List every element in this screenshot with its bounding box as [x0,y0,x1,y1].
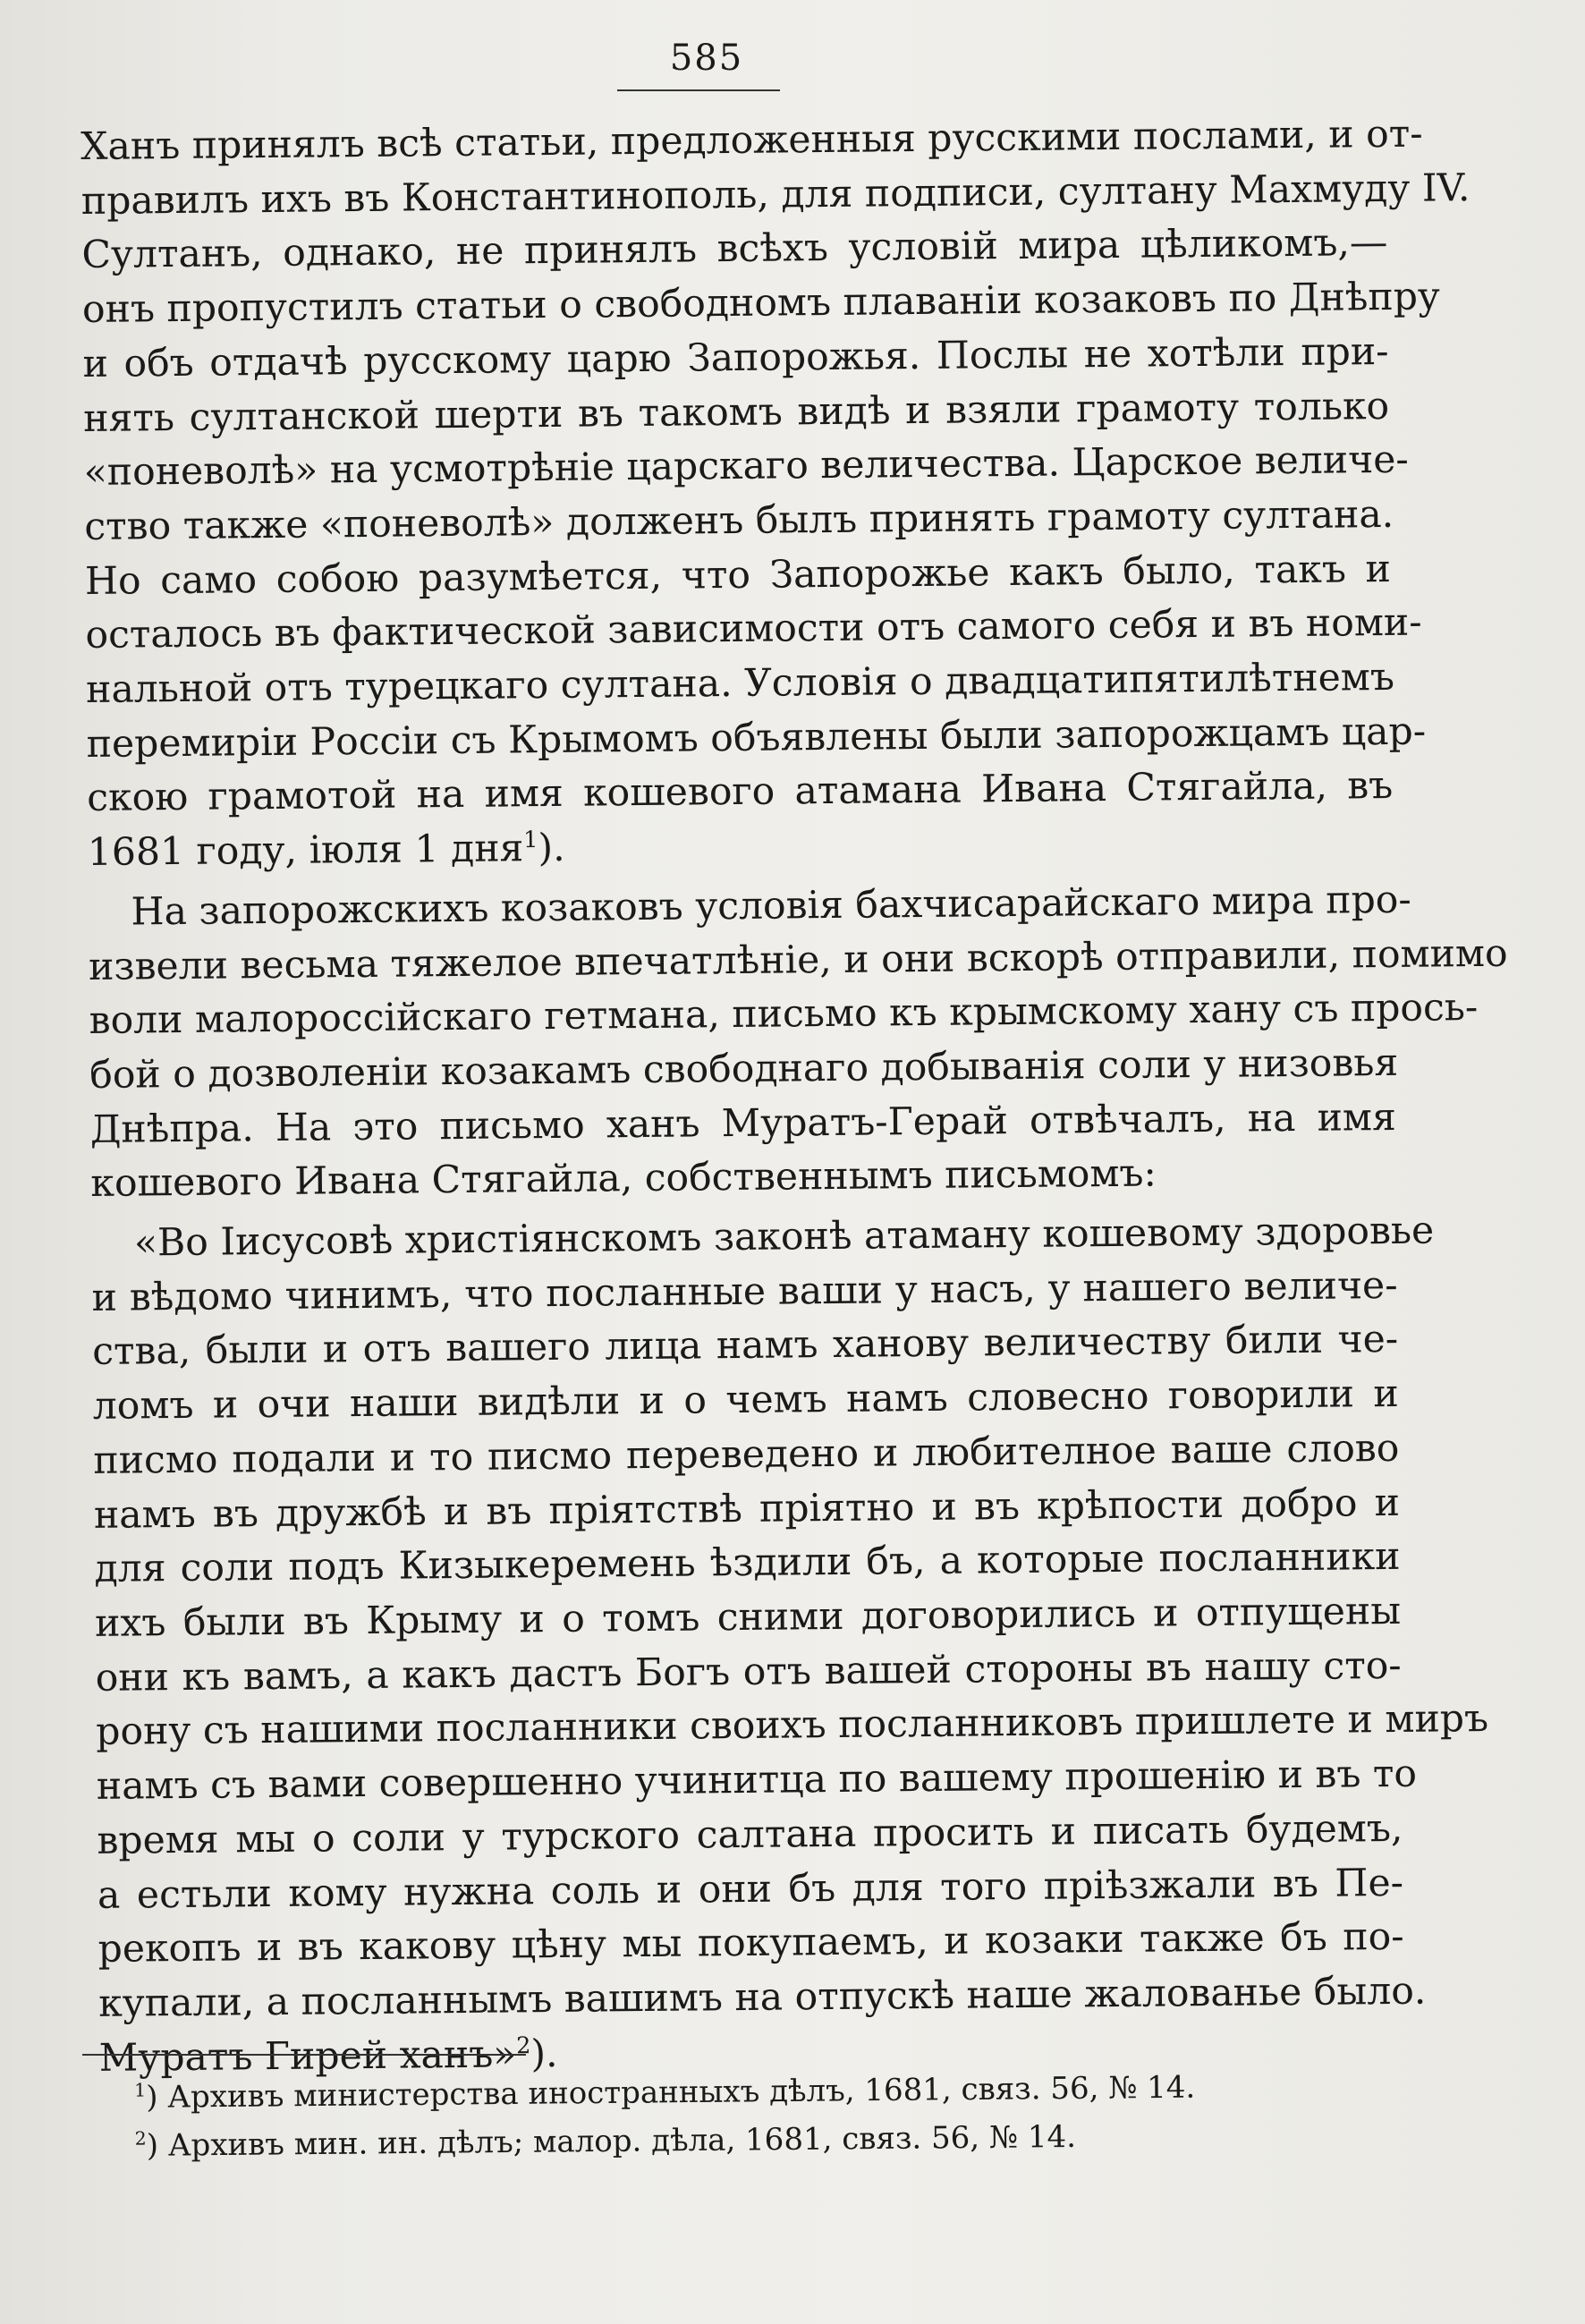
page-number: 585 [669,38,744,79]
text-line: нальной отъ турецкаго султана. Условія о двадцатипятилѣтнемъ [85,655,1395,713]
text-line: «поневолѣ» на усмотрѣніе царскаго величества. Царское величе- [83,437,1409,496]
text-line: нять султанской шерти въ такомъ видѣ и взяли грамоту только [82,384,1390,441]
text-line: они къ вамъ, а какъ дастъ Богъ отъ вашей стороны въ нашу сто- [95,1643,1402,1701]
text-line: для соли подъ Кизыкеремень ѣздили бъ, а которые посланники [94,1535,1401,1592]
text-line: На запорожскихъ козаковъ условія бахчисарайскаго мира про- [131,878,1411,935]
text-line: время мы о соли у турского салтана просить и писать будемъ, [97,1806,1403,1863]
paragraph [81,108,1471,881]
text-line: осталось въ фактической зависимости отъ самого себя и въ номи- [85,600,1422,658]
text-line: извели весьма тяжелое впечатлѣніе, и они вскорѣ отправили, помимо [88,931,1508,989]
text-line: рекопъ и въ какову цѣну мы покупаемъ, и козаки также бъ по- [97,1915,1404,1972]
text-line: намъ съ вами совершенно учинитца по вашему прошенію и въ то [96,1751,1418,1810]
text-line: бой о дозволеніи козакамъ свободнаго добыванія соли у низовья [89,1040,1399,1098]
footnote-2: $^2$) Архивъ мин. ин. дѣлъ; малор. дѣла, 1681, связ. 56, № 14. [134,2118,1077,2164]
text-line: кошевого Ивана Стягайла, собственнымъ письмомъ: [90,1151,1157,1207]
text-line: купали, а посланнымъ вашимъ на отпускѣ наше жалованье было. [97,1969,1427,2026]
text-line: а естьли кому нужна соль и они бъ для того пріѣзжали въ Пе- [97,1861,1404,1918]
text-line: ихъ были въ Крыму и о томъ сними договорились и отпущены [94,1589,1402,1646]
text-line: ство также «поневолѣ» долженъ былъ принять грамоту султана. [84,492,1394,549]
text-line: Ханъ принялъ всѣ статьи, предложенныя русскими послами, и от- [81,112,1423,169]
text-line: Но само собою разумѣется, что Запорожье какъ было, такъ и [84,547,1392,604]
text-line: и вѣдомо чинимъ, что посланные ваши у насъ, у нашего величе- [91,1263,1398,1320]
paragraph [91,1205,1489,2086]
text-line: Султанъ, однако, не принялъ всѣхъ условій мира цѣликомъ,— [81,221,1388,278]
paragraph [88,874,1508,1212]
text-line: 1681 году, іюля 1 дня$^1$). [87,826,565,876]
text-line: и объ отдачѣ русскому царю Запорожья. Послы не хотѣли при- [82,329,1389,386]
text-line: скою грамотой на имя кошевого атамана Ивана Стягайла, въ [87,764,1394,821]
text-line: онъ пропустилъ статьи о свободномъ плаваніи козаковъ по Днѣпру [81,275,1441,333]
text-line: рону съ нашими посланники своихъ посланниковъ пришлете и миръ [96,1697,1489,1755]
text-line: перемиріи Россіи съ Крымомъ объявлены были запорожцамъ цар- [86,709,1427,767]
footnote-reference: $^2$). [516,2031,558,2076]
footnotes [134,2062,1387,2170]
body-text [81,108,1508,2086]
text-line: воли малороссійскаго гетмана, письмо къ крымскому хану съ прось- [89,986,1479,1044]
footnote-reference: $^1$). [523,826,565,871]
text-line: ломъ и очи наши видѣли и о чемъ намъ словесно говорили и [92,1372,1399,1429]
footnote-rule [82,2054,526,2056]
text-line: намъ въ дружбѣ и въ пріятствѣ пріятно и въ крѣпости добро и [93,1480,1401,1538]
text-line: Днѣпра. На это письмо ханъ Муратъ-Герай отвѣчалъ, на имя [89,1095,1396,1152]
text-line: ства, были и отъ вашего лица намъ ханову величеству били че- [91,1318,1399,1375]
text-line: писмо подали и то писмо переведено и любителное ваше слово [93,1426,1400,1483]
header-rule [617,89,780,91]
text-line: «Во Іисусовѣ христіянскомъ законѣ атаману кошевому здоровье [133,1209,1435,1266]
text-line: Муратъ Гирей ханъ»$^2$). [98,2031,558,2081]
text-line: правилъ ихъ въ Константинополь, для подписи, султану Махмуду IV. [81,165,1471,224]
footnote-1: $^1$) Архивъ министерства иностранныхъ дѣлъ, 1681, связ. 56, № 14. [134,2069,1196,2116]
